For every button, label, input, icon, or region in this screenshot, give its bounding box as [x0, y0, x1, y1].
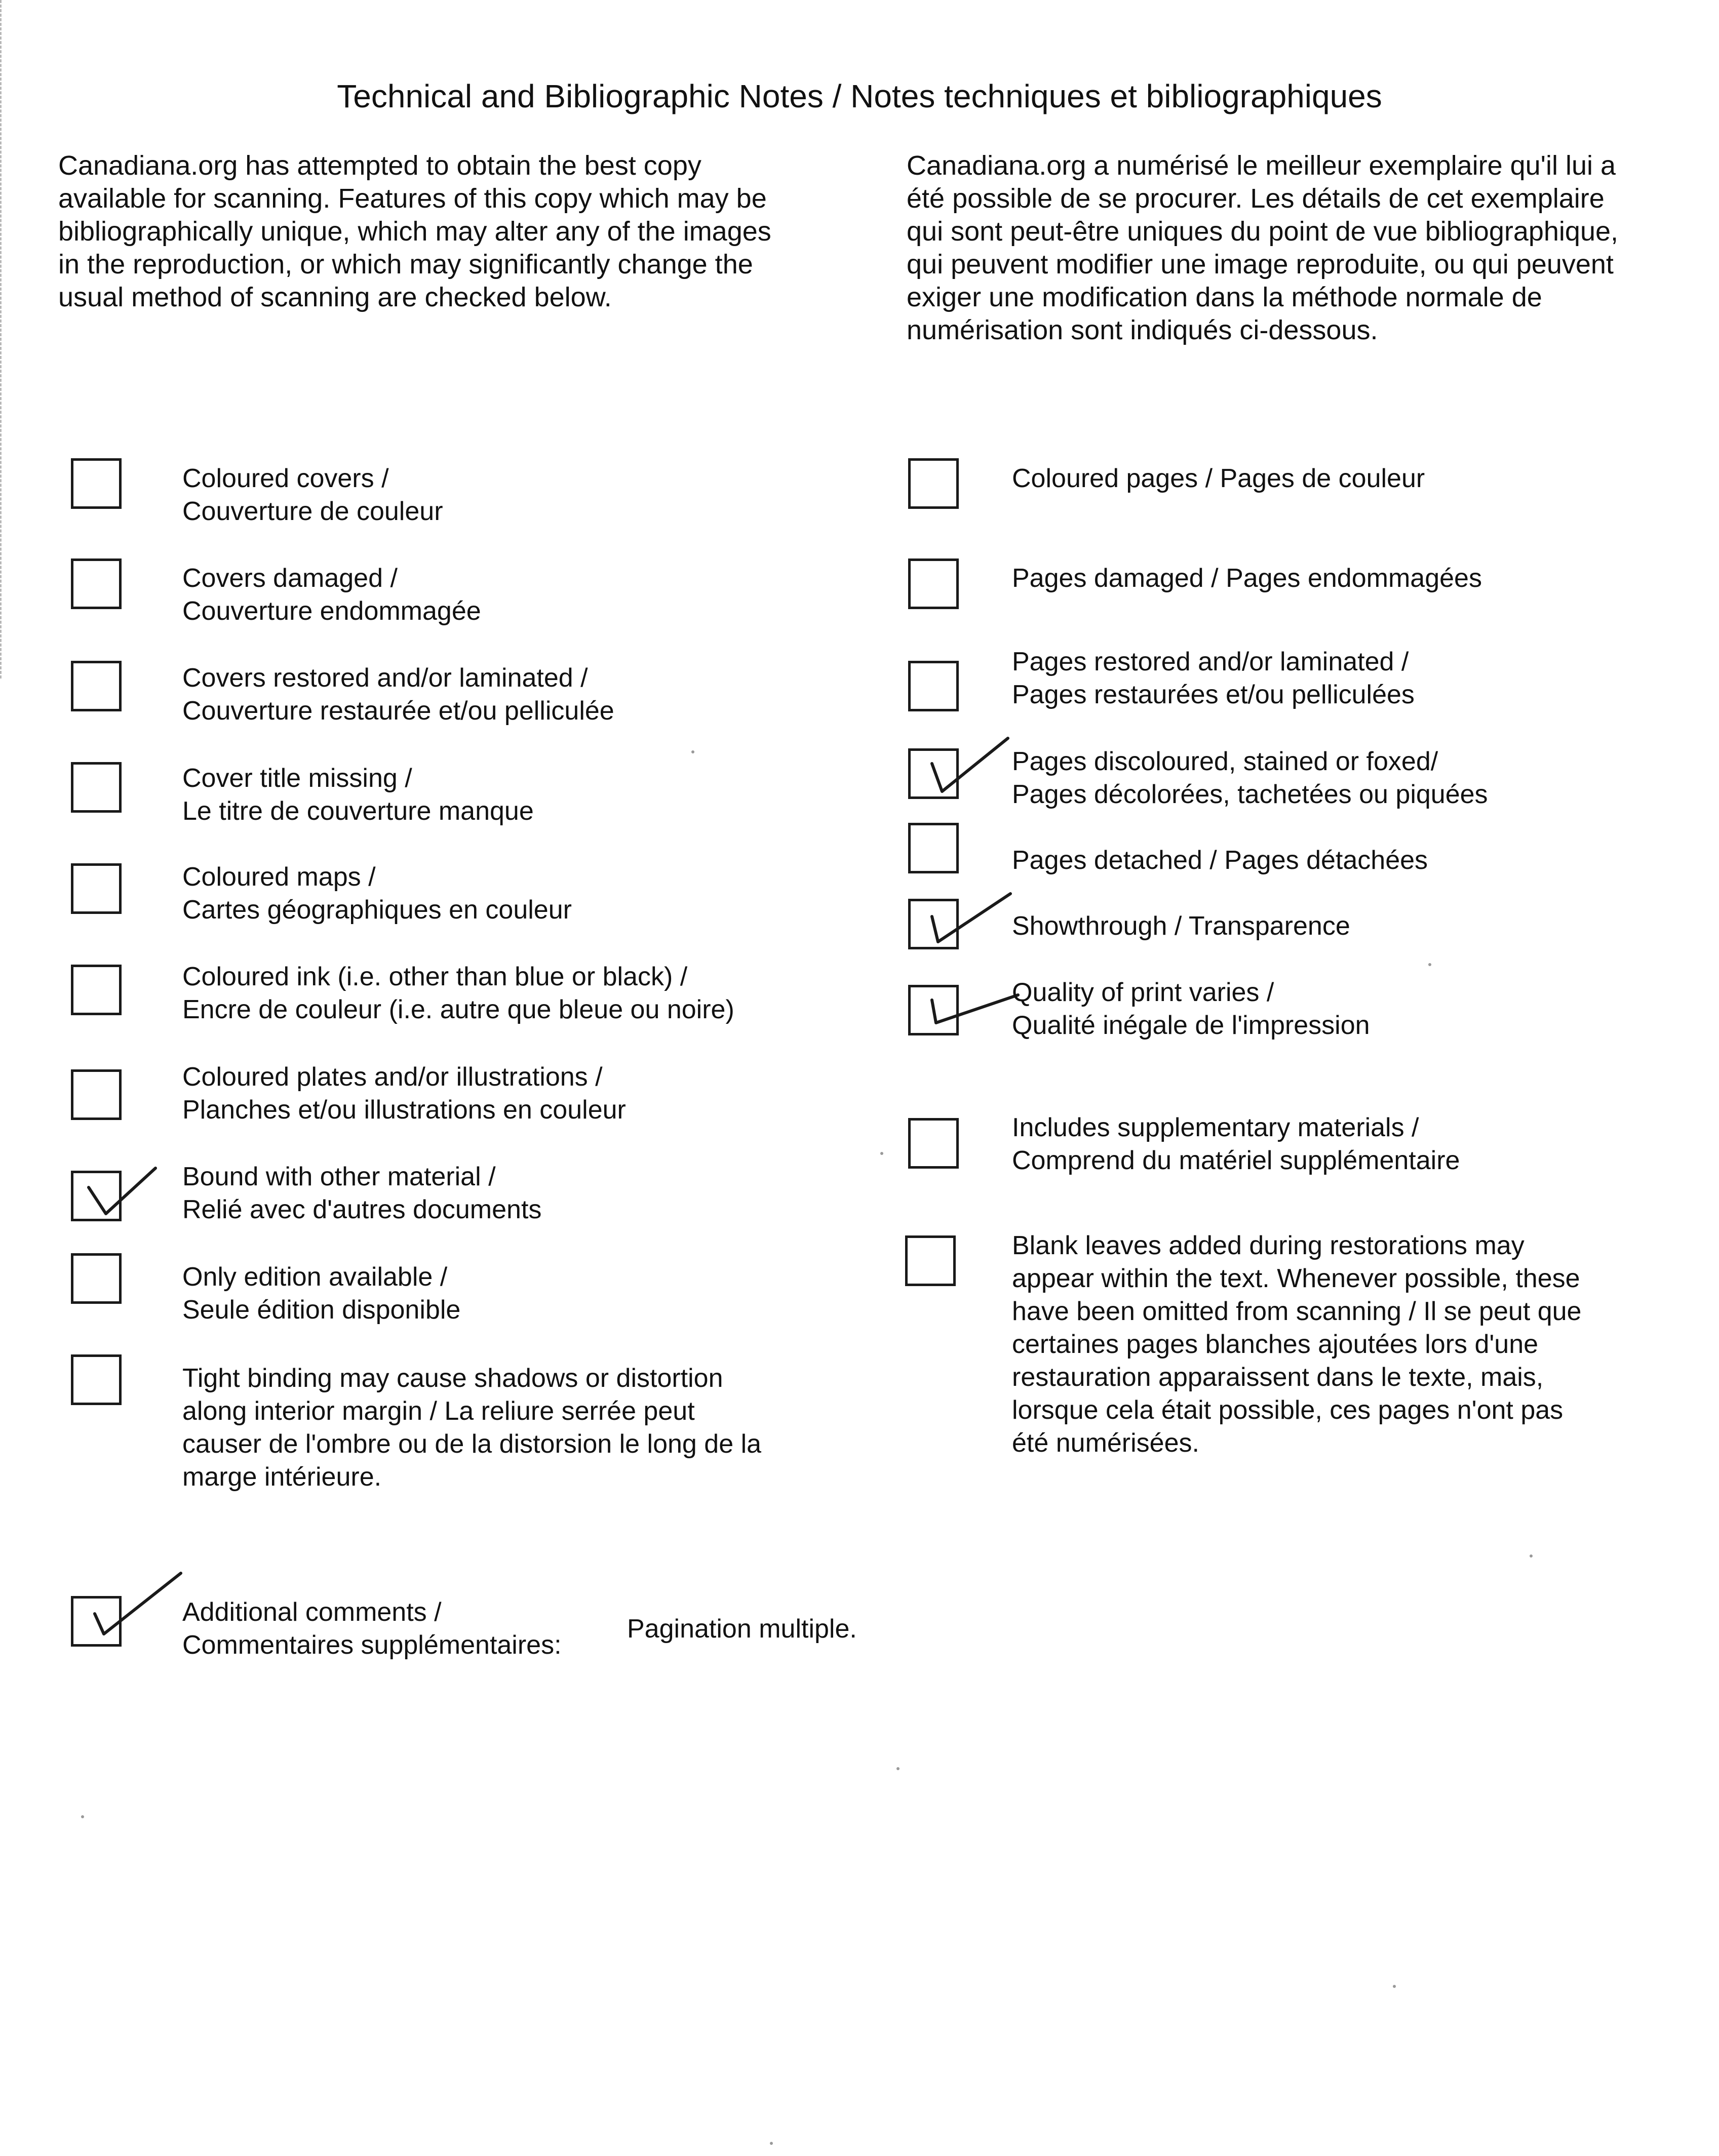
- scan-speck: [896, 1767, 900, 1770]
- checkbox-coloured-ink[interactable]: [71, 965, 122, 1015]
- checkbox-blank-leaves[interactable]: [905, 1235, 956, 1286]
- label-pages-damaged: Pages damaged / Pages endommagées: [1012, 564, 1482, 593]
- label-cover-title-missing: Cover title missing / Le titre de couverture manque: [182, 764, 534, 826]
- checkbox-coloured-pages[interactable]: [908, 458, 959, 509]
- label-additional-comments: Additional comments / Commentaires supplémentaires:: [182, 1598, 562, 1660]
- label-coloured-covers: Coloured covers / Couverture de couleur: [182, 464, 443, 526]
- checkmark-icon: [80, 1138, 176, 1224]
- checkbox-additional-comments[interactable]: [71, 1596, 122, 1647]
- label-quality-of-print: Quality of print varies / Qualité inégale de l'impression: [1012, 978, 1370, 1040]
- checkbox-showthrough[interactable]: [908, 899, 959, 949]
- label-showthrough: Showthrough / Transparence: [1012, 911, 1350, 941]
- checkbox-pages-damaged[interactable]: [908, 558, 959, 609]
- checkbox-coloured-maps[interactable]: [71, 863, 122, 914]
- checkbox-pages-restored[interactable]: [908, 661, 959, 711]
- label-coloured-ink: Coloured ink (i.e. other than blue or black) / Encre de couleur (i.e. autre que bleue ou noire): [182, 962, 734, 1024]
- label-bound-with-other: Bound with other material / Relié avec d'autres documents: [182, 1162, 542, 1224]
- scan-speck: [1393, 1985, 1396, 1988]
- checkmark-icon: [917, 952, 1013, 1038]
- checkbox-coloured-plates[interactable]: [71, 1069, 122, 1120]
- label-coloured-plates: Coloured plates and/or illustrations / Planches et/ou illustrations en couleur: [182, 1062, 626, 1125]
- label-pages-restored: Pages restored and/or laminated / Pages restaurées et/ou pelliculées: [1012, 647, 1415, 709]
- checkbox-bound-with-other[interactable]: [71, 1171, 122, 1221]
- label-pages-detached: Pages detached / Pages détachées: [1012, 846, 1428, 875]
- label-covers-restored: Covers restored and/or laminated / Couverture restaurée et/ou pelliculée: [182, 663, 614, 726]
- checkbox-covers-damaged[interactable]: [71, 558, 122, 609]
- checkbox-coloured-covers[interactable]: [71, 458, 122, 509]
- label-coloured-pages: Coloured pages / Pages de couleur: [1012, 464, 1425, 493]
- label-blank-leaves: Blank leaves added during restorations may appear within the text. Whenever possible, these have been omitted from scanning / Il se peut que certaines pages blanches ajoutées lors d'une restauration apparaissent dans le texte, mais, lorsque cela était possible, ces pages n'ont pas été numérisées.: [1012, 1231, 1582, 1458]
- checkbox-pages-discoloured[interactable]: [908, 748, 959, 799]
- label-coloured-maps: Coloured maps / Cartes géographiques en couleur: [182, 862, 572, 925]
- label-tight-binding: Tight binding may cause shadows or distortion along interior margin / La reliure serrée peut causer de l'ombre ou de la distorsion le long de la marge intérieure.: [182, 1364, 762, 1492]
- label-only-edition: Only edition available / Seule édition disponible: [182, 1262, 461, 1325]
- intro-english: Canadiana.org has attempted to obtain the best copy available for scanning. Features of this copy which may be bibliographically unique, which may alter any of the images in the reproduction, or which may significantly change the usual method of scanning are checked below.: [58, 150, 771, 312]
- label-covers-damaged: Covers damaged / Couverture endommagée: [182, 564, 481, 626]
- scan-speck: [691, 750, 694, 753]
- page-title: Technical and Bibliographic Notes / Notes techniques et bibliographiques: [337, 78, 1382, 114]
- checkbox-supplementary-materials[interactable]: [908, 1118, 959, 1169]
- scan-speck: [1428, 963, 1431, 966]
- checkbox-only-edition[interactable]: [71, 1253, 122, 1304]
- additional-comments-value: Pagination multiple.: [627, 1614, 857, 1644]
- scan-speck: [1530, 1554, 1533, 1558]
- checkbox-quality-of-print[interactable]: [908, 985, 959, 1035]
- checkmark-icon: [917, 715, 1013, 802]
- label-pages-discoloured: Pages discoloured, stained or foxed/ Pages décolorées, tachetées ou piquées: [1012, 747, 1488, 809]
- scan-speck: [880, 1152, 883, 1155]
- checkbox-cover-title-missing[interactable]: [71, 762, 122, 813]
- checkmark-icon: [917, 866, 1013, 952]
- checkbox-tight-binding[interactable]: [71, 1354, 122, 1405]
- intro-french: Canadiana.org a numérisé le meilleur exemplaire qu'il lui a été possible de se procurer. Les détails de cet exemplaire qui sont peut-être uniques du point de vue bibliographique, qui peuvent modifier une image reproduite, ou qui peuvent exiger une modification dans la méthode normale de numérisation sont indiqués ci-dessous.: [907, 150, 1619, 345]
- checkbox-covers-restored[interactable]: [71, 661, 122, 711]
- scan-speck: [81, 1815, 84, 1818]
- scan-speck: [770, 2142, 773, 2145]
- label-supplementary-materials: Includes supplementary materials / Comprend du matériel supplémentaire: [1012, 1113, 1460, 1175]
- checkmark-icon: [80, 1563, 176, 1649]
